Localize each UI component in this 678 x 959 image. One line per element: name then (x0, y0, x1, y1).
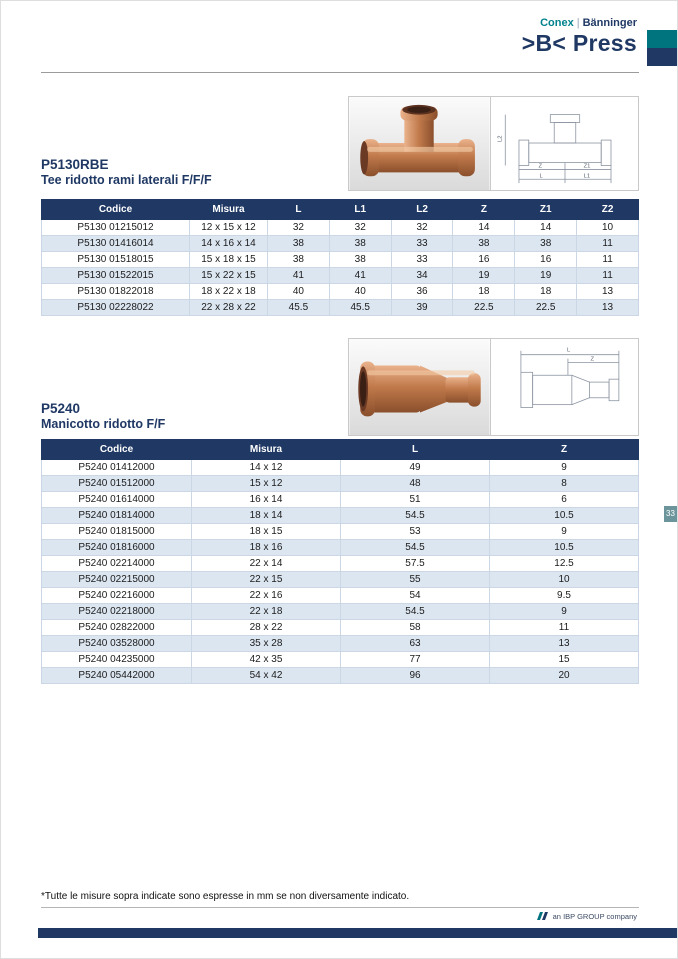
dim-label-l: L (539, 173, 543, 180)
table-cell: 42 x 35 (192, 652, 341, 668)
header-row (42, 440, 639, 460)
table-cell: 10.5 (490, 540, 639, 556)
corner-color-blocks (647, 30, 677, 66)
table-cell: 49 (341, 460, 490, 476)
table-cell: 45.5 (268, 300, 330, 316)
table-cell: 11 (577, 236, 639, 252)
table-cell: 19 (453, 268, 515, 284)
table-cell: 16 x 14 (192, 492, 341, 508)
table-cell: P5130 01518015 (42, 252, 190, 268)
navy-block (647, 48, 677, 66)
table-cell: 18 x 15 (192, 524, 341, 540)
dim-label-l: L (566, 347, 571, 354)
table-cell: P5240 01815000 (42, 524, 192, 540)
table-cell: 13 (577, 284, 639, 300)
table-cell: P5130 01522015 (42, 268, 190, 284)
dim-label-l2: L2 (497, 135, 504, 143)
page-header (522, 17, 637, 57)
table-cell: 13 (577, 300, 639, 316)
table-cell: 22 x 28 x 22 (190, 300, 268, 316)
table-row (42, 620, 639, 636)
table-cell: 38 (268, 252, 330, 268)
dim-label-z: Z (538, 163, 543, 170)
table-cell: 12.5 (490, 556, 639, 572)
table-cell: 54 x 42 (192, 668, 341, 684)
table-cell: 63 (341, 636, 490, 652)
header-row (42, 200, 639, 220)
table-cell: 48 (341, 476, 490, 492)
header-divider (41, 72, 639, 73)
table-cell: 18 x 16 (192, 540, 341, 556)
section-name: Manicotto ridotto F/F (41, 416, 166, 431)
teal-block (647, 30, 677, 48)
column-header: Codice (42, 440, 192, 460)
table-cell: 34 (391, 268, 453, 284)
table-cell: 11 (577, 252, 639, 268)
table-cell: 11 (490, 620, 639, 636)
table-cell: 15 x 18 x 15 (190, 252, 268, 268)
column-header: Codice (42, 200, 190, 220)
column-header: Z (490, 440, 639, 460)
tee-fitting-photo-art (349, 97, 490, 190)
table-cell: 18 x 14 (192, 508, 341, 524)
column-header: Z (453, 200, 515, 220)
table-cell: 14 (515, 220, 577, 236)
table-cell: 57.5 (341, 556, 490, 572)
dim-label-z1: Z1 (583, 163, 591, 170)
table-cell: 9 (490, 524, 639, 540)
tee-fitting-photo (348, 96, 491, 191)
table-cell: P5240 02215000 (42, 572, 192, 588)
table-cell: 32 (268, 220, 330, 236)
table-row (42, 540, 639, 556)
table-cell: 51 (341, 492, 490, 508)
table-row (42, 668, 639, 684)
table-row (42, 460, 639, 476)
table-cell: 10 (577, 220, 639, 236)
table-cell: 22.5 (515, 300, 577, 316)
table-row (42, 652, 639, 668)
table-cell: 41 (268, 268, 330, 284)
table-cell: 22 x 16 (192, 588, 341, 604)
table-cell: 33 (391, 236, 453, 252)
table-cell: P5130 01215012 (42, 220, 190, 236)
tee-dimension-drawing (490, 96, 639, 191)
table-cell: 14 (453, 220, 515, 236)
column-header: L1 (329, 200, 391, 220)
table-cell: 10.5 (490, 508, 639, 524)
table-cell: 77 (341, 652, 490, 668)
dim-label-l1: L1 (583, 173, 591, 180)
ibp-group-icon (534, 911, 550, 921)
table-cell: P5240 01814000 (42, 508, 192, 524)
footer-company (534, 911, 637, 921)
footer-company-label: an IBP GROUP company (552, 911, 637, 921)
dim-label-z: Z (590, 356, 595, 363)
table-cell: P5130 02228022 (42, 300, 190, 316)
table-cell: 22 x 18 (192, 604, 341, 620)
table-cell: 15 x 22 x 15 (190, 268, 268, 284)
coupling-fitting-photo (348, 338, 491, 436)
table-cell: 18 (515, 284, 577, 300)
column-header: L2 (391, 200, 453, 220)
brand-separator: | (576, 17, 580, 29)
table-cell: 36 (391, 284, 453, 300)
table-cell: 15 x 12 (192, 476, 341, 492)
table-row (42, 492, 639, 508)
table-row (42, 508, 639, 524)
table-row (42, 300, 639, 316)
table-cell: 6 (490, 492, 639, 508)
table-cell: P5240 02218000 (42, 604, 192, 620)
table-cell: 28 x 22 (192, 620, 341, 636)
table-row (42, 524, 639, 540)
table-cell: 13 (490, 636, 639, 652)
table-row (42, 636, 639, 652)
table-cell: P5240 02214000 (42, 556, 192, 572)
coupling-dimension-drawing (490, 338, 639, 436)
table-cell: 54.5 (341, 604, 490, 620)
table-cell: 54 (341, 588, 490, 604)
brand-line (522, 17, 637, 29)
table-row (42, 220, 639, 236)
table-cell: 18 x 22 x 18 (190, 284, 268, 300)
section-title-p5130rbe (41, 157, 212, 188)
table-cell: 54.5 (341, 540, 490, 556)
table-row (42, 476, 639, 492)
table-cell: 19 (515, 268, 577, 284)
table-cell: 41 (329, 268, 391, 284)
table-cell: 22.5 (453, 300, 515, 316)
table-row (42, 604, 639, 620)
table-cell: 32 (329, 220, 391, 236)
table-cell: 16 (453, 252, 515, 268)
tee-spec-table (41, 199, 639, 316)
table-cell: P5240 02822000 (42, 620, 192, 636)
table-cell: 9 (490, 460, 639, 476)
table-cell: 9.5 (490, 588, 639, 604)
table-cell: 22 x 14 (192, 556, 341, 572)
table-cell: 12 x 15 x 12 (190, 220, 268, 236)
table-cell: 58 (341, 620, 490, 636)
table-cell: 9 (490, 604, 639, 620)
table-cell: 35 x 28 (192, 636, 341, 652)
measurement-footnote: *Tutte le misure sopra indicate sono espresse in mm se non diversamente indicato. (41, 891, 410, 902)
table-cell: 96 (341, 668, 490, 684)
table-cell: 39 (391, 300, 453, 316)
table-cell: P5240 01614000 (42, 492, 192, 508)
table-row (42, 268, 639, 284)
section-code: P5130RBE (41, 157, 109, 172)
table-cell: 40 (329, 284, 391, 300)
table-cell: 38 (329, 236, 391, 252)
table-row (42, 588, 639, 604)
table-cell: P5240 01512000 (42, 476, 192, 492)
table-cell: 38 (515, 236, 577, 252)
coupling-dimension-drawing-art (491, 339, 638, 435)
table-cell: 32 (391, 220, 453, 236)
column-header: Z1 (515, 200, 577, 220)
tee-dimension-drawing-art (491, 97, 638, 190)
table-cell: 38 (268, 236, 330, 252)
table-cell: 54.5 (341, 508, 490, 524)
column-header: L (341, 440, 490, 460)
table-cell: 10 (490, 572, 639, 588)
table-cell: 16 (515, 252, 577, 268)
table-cell: 14 x 16 x 14 (190, 236, 268, 252)
table-cell: P5240 04235000 (42, 652, 192, 668)
table-row (42, 284, 639, 300)
section-title-p5240 (41, 401, 165, 432)
table-cell: P5240 03528000 (42, 636, 192, 652)
brand-conex: Conex (540, 17, 574, 29)
table-row (42, 252, 639, 268)
section-name: Tee ridotto rami laterali F/F/F (41, 172, 212, 187)
table-row (42, 556, 639, 572)
coupling-spec-table (41, 439, 639, 684)
table-cell: P5240 02216000 (42, 588, 192, 604)
table-cell: 53 (341, 524, 490, 540)
table-cell: 40 (268, 284, 330, 300)
bottom-navy-bar (38, 928, 677, 938)
table-cell: P5240 01412000 (42, 460, 192, 476)
table-cell: 38 (453, 236, 515, 252)
table-cell: 22 x 15 (192, 572, 341, 588)
table-cell: 38 (329, 252, 391, 268)
footer-divider (41, 907, 639, 908)
table-cell: P5240 01816000 (42, 540, 192, 556)
table-cell: P5130 01822018 (42, 284, 190, 300)
brand-banninger: Bänninger (582, 17, 637, 29)
table-cell: 15 (490, 652, 639, 668)
section-code: P5240 (41, 401, 81, 416)
table-cell: 11 (577, 268, 639, 284)
product-line-logo: >B< Press (521, 30, 637, 56)
table-cell: P5130 01416014 (42, 236, 190, 252)
page-number-badge: 33 (664, 506, 677, 522)
table-row (42, 236, 639, 252)
column-header: Misura (192, 440, 341, 460)
table-cell: P5240 05442000 (42, 668, 192, 684)
table-cell: 20 (490, 668, 639, 684)
table-cell: 45.5 (329, 300, 391, 316)
table-cell: 55 (341, 572, 490, 588)
column-header: Misura (190, 200, 268, 220)
column-header: Z2 (577, 200, 639, 220)
table-row (42, 572, 639, 588)
coupling-fitting-photo-art (349, 339, 490, 435)
table-cell: 33 (391, 252, 453, 268)
table-cell: 8 (490, 476, 639, 492)
column-header: L (268, 200, 330, 220)
table-cell: 14 x 12 (192, 460, 341, 476)
table-cell: 18 (453, 284, 515, 300)
